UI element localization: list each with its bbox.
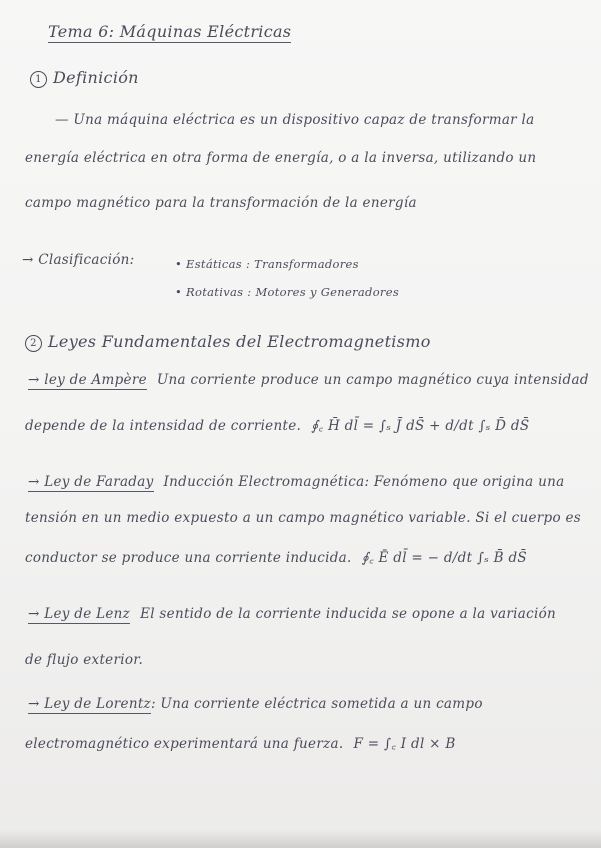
faraday-line-3	[25, 548, 527, 566]
lenz-label: → Ley de Lenz	[28, 606, 131, 622]
definition-line-2: energía eléctrica en otra forma de energía, o a la inversa, utilizando un	[25, 150, 537, 166]
classification-label: → Clasificación:	[22, 252, 135, 268]
section-number-badge: 2	[25, 335, 42, 352]
classification-item-static: • Estáticas : Transformadores	[175, 257, 359, 271]
section-1-heading	[30, 68, 139, 88]
faraday-text-1: Inducción Electromagnética: Fenómeno que origina una	[163, 474, 565, 490]
lorentz-label: → Ley de Lorentz	[28, 696, 151, 712]
ampere-label: → ley de Ampère	[28, 372, 147, 388]
ampere-text-1: Una corriente produce un campo magnético cuya intensidad	[156, 372, 589, 388]
section-2-title: Leyes Fundamentales del Electromagnetismo	[48, 332, 431, 351]
faraday-label: → Ley de Faraday	[28, 474, 154, 490]
lorentz-text-1: : Una corriente eléctrica sometida a un campo	[150, 696, 483, 712]
lorentz-line-1	[28, 696, 483, 712]
lorentz-line-2	[25, 734, 456, 752]
section-1-title: Definición	[53, 68, 139, 87]
ampere-line-1	[28, 372, 589, 388]
ampere-formula: ∮꜀ H̄ dl̄ = ∫ₛ J̄ dS̄ + d/dt ∫ₛ D̄ dS̄	[311, 418, 530, 434]
lenz-line-1	[28, 606, 556, 622]
lenz-line-2: de flujo exterior.	[25, 652, 144, 668]
ampere-line-2	[25, 416, 529, 434]
lenz-text-1: El sentido de la corriente inducida se opone a la variación	[140, 606, 557, 622]
faraday-formula: ∮꜀ Ē dl̄ = − d/dt ∫ₛ B̄ dS̄	[361, 550, 527, 566]
definition-line-3: campo magnético para la transformación de la energía	[25, 195, 417, 211]
faraday-text-3: conductor se produce una corriente inducida.	[25, 550, 352, 566]
classification-item-rotating: • Rotativas : Motores y Generadores	[175, 285, 400, 299]
ampere-text-2: depende de la intensidad de corriente.	[25, 418, 302, 434]
section-number-badge: 1	[30, 71, 47, 88]
page-title: Tema 6: Máquinas Eléctricas	[48, 22, 292, 41]
definition-line-1: — Una máquina eléctrica es un dispositivo capaz de transformar la	[55, 112, 535, 128]
faraday-line-2: tensión en un medio expuesto a un campo magnético variable. Si el cuerpo es	[25, 510, 582, 526]
lorentz-text-2: electromagnético experimentará una fuerza.	[25, 736, 344, 752]
lorentz-formula: F = ∫꜀ I dl × B	[353, 736, 456, 752]
section-2-heading	[25, 332, 431, 352]
faraday-line-1	[28, 474, 564, 490]
